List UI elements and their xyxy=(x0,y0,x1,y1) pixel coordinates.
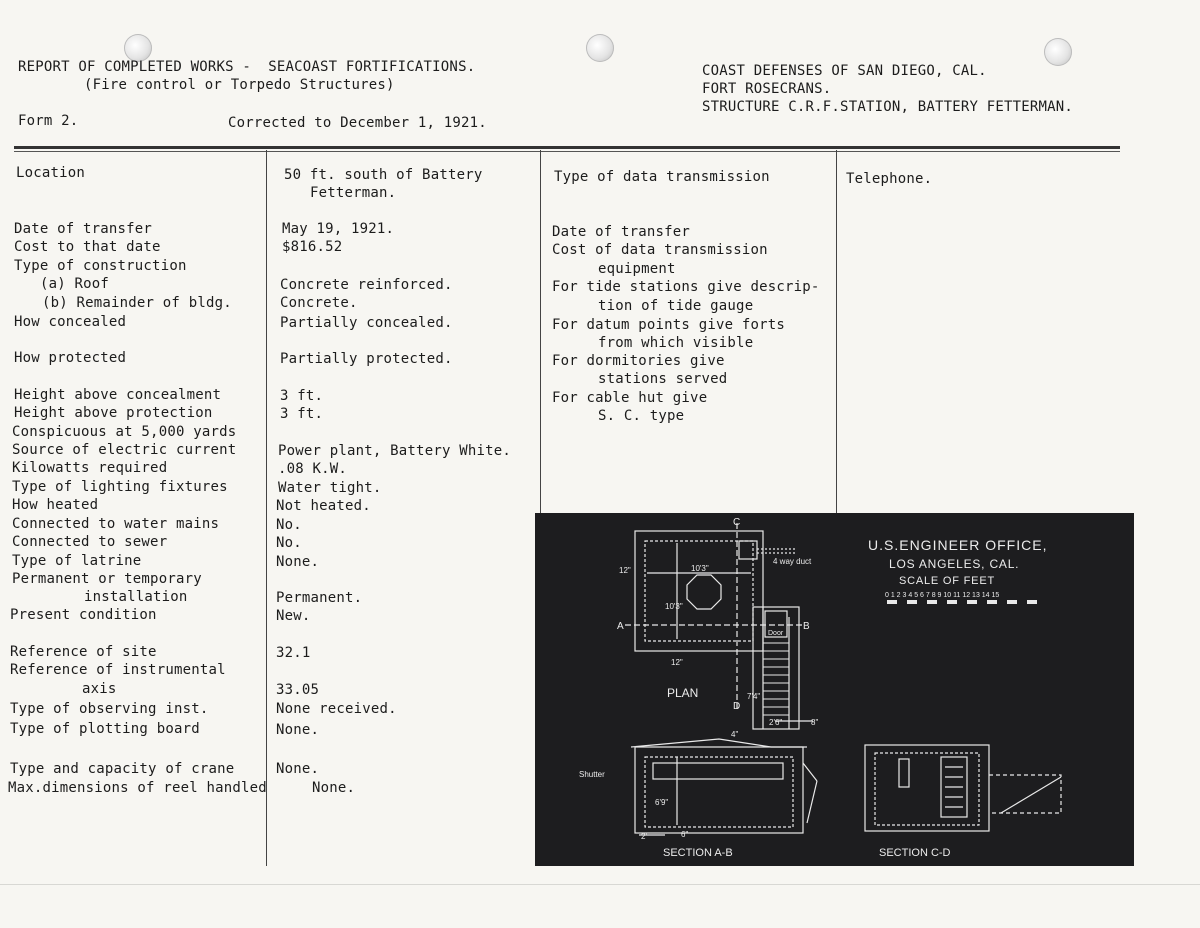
dim-stair-width: 2'6" xyxy=(769,718,783,727)
field-label: For datum points give forts xyxy=(552,317,785,333)
mark-d: D xyxy=(733,701,741,712)
scale-numbers: 0 1 2 3 4 5 6 7 8 9 10 11 12 13 14 15 xyxy=(885,592,1000,599)
field-label: Location xyxy=(16,165,86,181)
data-transmission-value: Telephone. xyxy=(846,171,933,187)
field-label: Permanent or temporary xyxy=(12,571,202,587)
column-divider xyxy=(266,150,267,866)
field-value: 3 ft. xyxy=(280,406,324,422)
field-value: .08 K.W. xyxy=(278,461,348,477)
field-label: installation xyxy=(84,589,188,605)
dim-roof: 4" xyxy=(731,730,739,739)
field-value: May 19, 1921. xyxy=(282,221,395,237)
report-subtitle: (Fire control or Torpedo Structures) xyxy=(84,77,395,93)
section-cd-walls xyxy=(865,745,989,831)
field-label: (b) Remainder of bldg. xyxy=(42,295,232,311)
field-value: None. xyxy=(312,780,356,796)
dim-wall-2: 12" xyxy=(671,658,683,667)
plan-outer-wall xyxy=(635,531,763,651)
blueprint-drawing xyxy=(535,513,1134,866)
field-label: tion of tide gauge xyxy=(598,298,754,314)
field-label: Type of latrine xyxy=(12,553,142,569)
scale-bar xyxy=(887,600,1037,604)
field-label: How protected xyxy=(14,350,127,366)
form-number: Form 2. xyxy=(18,113,79,129)
section-cd-label: SECTION C-D xyxy=(879,847,951,859)
field-value: Permanent. xyxy=(276,590,363,606)
dim-8: 8" xyxy=(811,718,819,727)
field-label: Max.dimensions of reel handled xyxy=(8,780,267,796)
field-label: stations served xyxy=(598,371,728,387)
column-divider xyxy=(836,150,837,514)
field-value: $816.52 xyxy=(282,239,343,255)
field-label: (a) Roof xyxy=(40,276,110,292)
field-value: 3 ft. xyxy=(280,388,324,404)
mark-c: C xyxy=(733,517,741,528)
shutter-label: Shutter xyxy=(579,770,605,779)
dim-2: 2' xyxy=(641,832,647,841)
dim-stair-length: 7'4" xyxy=(747,692,761,701)
field-label: How concealed xyxy=(14,314,127,330)
field-label: For tide stations give descrip- xyxy=(552,279,820,295)
field-value: Partially protected. xyxy=(280,351,453,367)
field-value: Water tight. xyxy=(278,480,382,496)
dim-width: 10'3" xyxy=(691,564,709,573)
field-label: Height above concealment xyxy=(14,387,222,403)
field-value: 33.05 xyxy=(276,682,320,698)
field-label: For dormitories give xyxy=(552,353,725,369)
field-label: Reference of site xyxy=(10,644,157,660)
field-label: equipment xyxy=(598,261,676,277)
field-label: For cable hut give xyxy=(552,390,708,406)
field-label: Type of construction xyxy=(14,258,187,274)
duct-label: 4 way duct xyxy=(773,557,812,566)
field-label: Height above protection xyxy=(14,405,213,421)
field-value: Fetterman. xyxy=(310,185,397,201)
field-value: Partially concealed. xyxy=(280,315,453,331)
coast-defenses: COAST DEFENSES OF SAN DIEGO, CAL. xyxy=(702,63,987,79)
field-label: S. C. type xyxy=(598,408,685,424)
field-label: from which visible xyxy=(598,335,754,351)
office-city: LOS ANGELES, CAL. xyxy=(889,557,1020,571)
field-value: 32.1 xyxy=(276,645,311,661)
field-label: Kilowatts required xyxy=(12,460,168,476)
field-label: Conspicuous at 5,000 yards xyxy=(12,424,237,440)
field-value: No. xyxy=(276,535,302,551)
fort-name: FORT ROSECRANS. xyxy=(702,81,832,97)
field-label: Type of data transmission xyxy=(554,169,770,185)
field-label: Present condition xyxy=(10,607,157,623)
dim-6: 6" xyxy=(681,830,689,839)
field-value: New. xyxy=(276,608,311,624)
field-value: Not heated. xyxy=(276,498,371,514)
door-label: Door xyxy=(768,630,784,637)
header-rule xyxy=(14,146,1120,149)
field-value: 50 ft. south of Battery xyxy=(284,167,483,183)
mark-a: A xyxy=(617,621,624,632)
field-label: Date of transfer xyxy=(552,224,691,240)
field-label: Cost of data transmission xyxy=(552,242,768,258)
dim-depth: 10'3" xyxy=(665,602,683,611)
field-label: Type of observing inst. xyxy=(10,701,209,717)
scale-title: SCALE OF FEET xyxy=(899,575,995,587)
mark-b: B xyxy=(803,621,810,632)
field-value: None. xyxy=(276,554,320,570)
field-value: No. xyxy=(276,517,302,533)
page-edge xyxy=(0,884,1200,885)
field-label: Connected to water mains xyxy=(12,516,220,532)
field-label: Reference of instrumental xyxy=(10,662,226,678)
field-label: Connected to sewer xyxy=(12,534,168,550)
dim-wall: 12" xyxy=(619,566,631,575)
field-value: Concrete reinforced. xyxy=(280,277,453,293)
structure-name: STRUCTURE C.R.F.STATION, BATTERY FETTERMAN. xyxy=(702,99,1074,115)
dim-height: 6'9" xyxy=(655,798,669,807)
field-label: Type of lighting fixtures xyxy=(12,479,228,495)
header-rule-thin xyxy=(14,151,1120,152)
field-label: Date of transfer xyxy=(14,221,153,237)
section-ab-label: SECTION A-B xyxy=(663,847,733,859)
column-divider xyxy=(540,150,541,514)
plan-label: PLAN xyxy=(667,686,699,700)
punch-hole xyxy=(1044,38,1072,66)
field-label: Type of plotting board xyxy=(10,721,200,737)
field-label: How heated xyxy=(12,497,99,513)
corrected-date: Corrected to December 1, 1921. xyxy=(228,115,487,131)
field-value: None. xyxy=(276,722,320,738)
office-title: U.S.ENGINEER OFFICE, xyxy=(868,537,1048,553)
field-value: Power plant, Battery White. xyxy=(278,443,511,459)
punch-hole xyxy=(586,34,614,62)
field-label: Cost to that date xyxy=(14,239,161,255)
report-title: REPORT OF COMPLETED WORKS - SEACOAST FORTIFICATIONS. xyxy=(18,59,476,75)
field-value: None. xyxy=(276,761,320,777)
field-label: axis xyxy=(82,681,117,697)
octagon-pier xyxy=(687,575,721,609)
field-value: None received. xyxy=(276,701,397,717)
field-label: Type and capacity of crane xyxy=(10,761,235,777)
section-ab-walls xyxy=(635,747,803,833)
field-value: Concrete. xyxy=(280,295,358,311)
field-label: Source of electric current xyxy=(12,442,237,458)
